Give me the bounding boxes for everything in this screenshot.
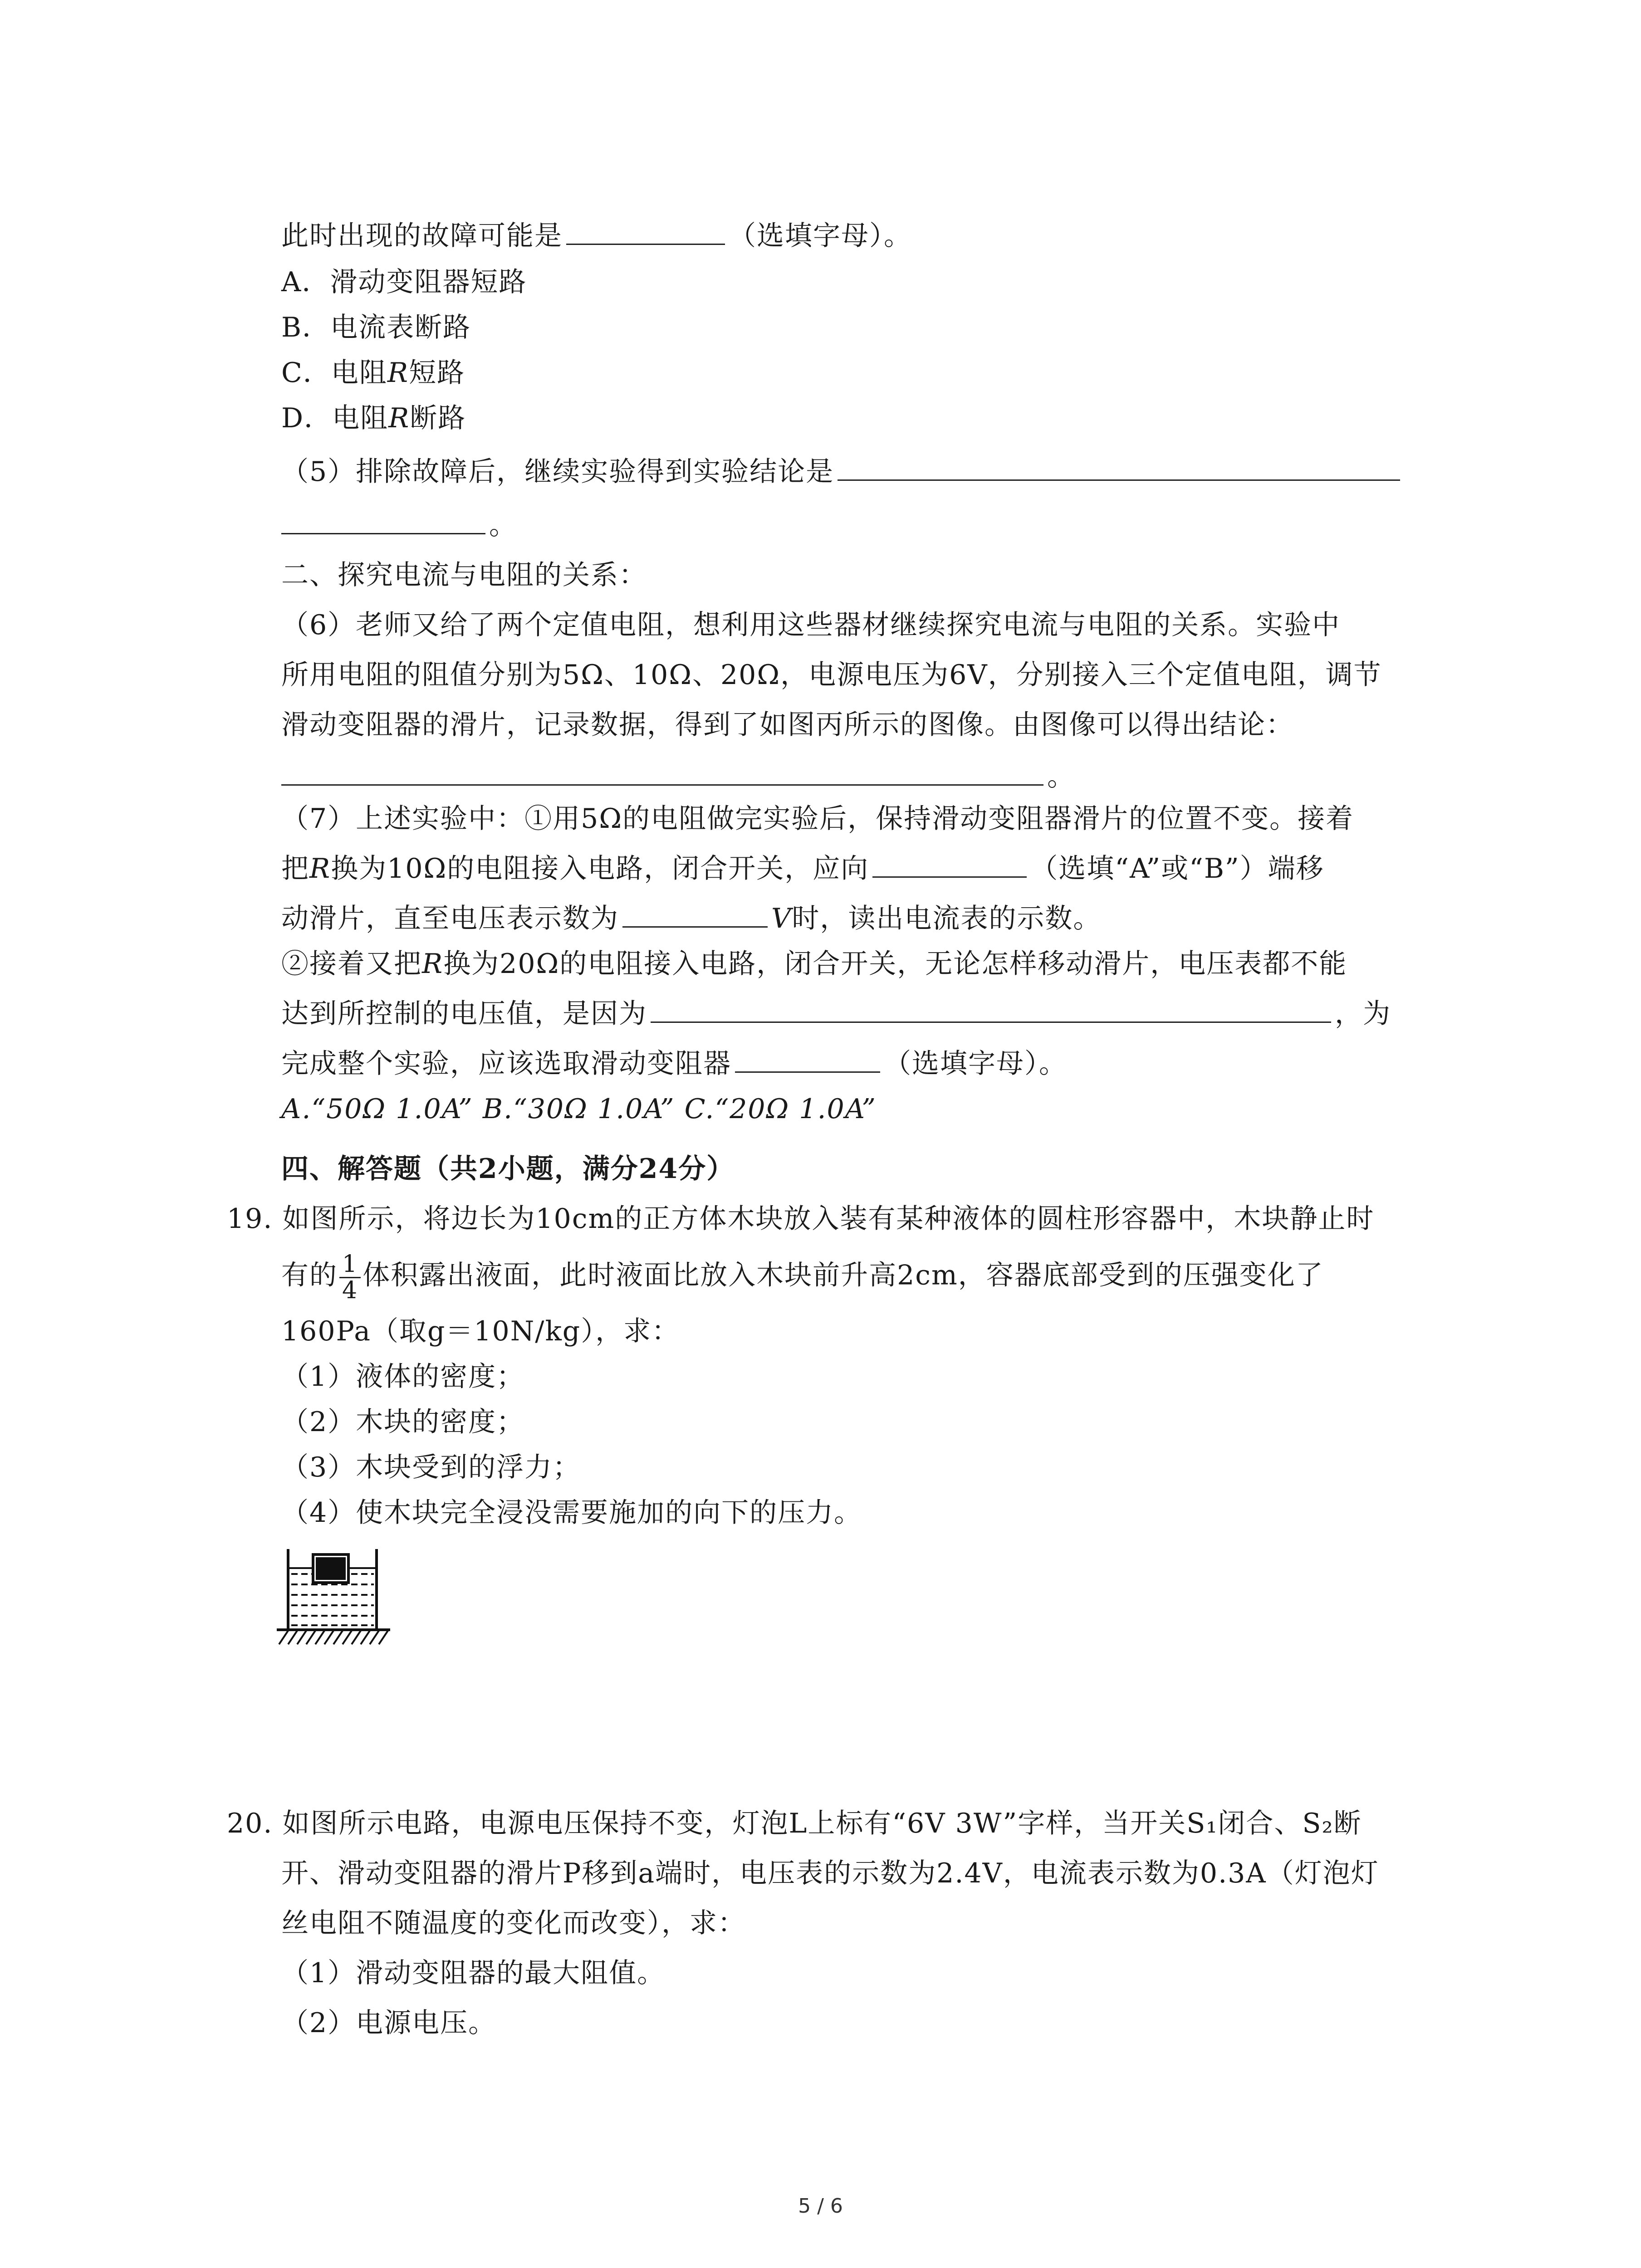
answer-blank [872, 876, 1027, 878]
question-20-line3: 丝电阻不随温度的变化而改变），求： [281, 1907, 746, 1939]
question-7-line6: 完成整个实验，应该选取滑动变阻器 （选填字母）。 [281, 1048, 1067, 1080]
container-block-figure [277, 1540, 390, 1649]
question-20-line2: 开、滑动变阻器的滑片P移到a端时，电压表的示数为2.4V，电流表示数为0.3A（灯泡灯 [281, 1857, 1379, 1889]
question-7-line4: ②接着又把R换为20Ω的电阻接入电路，闭合开关，无论怎样移动滑片，电压表都不能 [281, 948, 1347, 980]
text-line [281, 220, 912, 252]
question-19-line2: 有的 $\frac{1}{4}$ 体积露出液面，此时液面比放入木块前升高2cm，容器底部受到的压强变化了 [281, 1251, 1324, 1304]
question-5-cont: 。 [281, 512, 517, 539]
question-6-blank: 。 [281, 763, 1075, 790]
answer-blank [281, 784, 1043, 786]
question-7-line1: （7）上述实验中：①用5Ω的电阻做完实验后，保持滑动变阻器滑片的位置不变。接着 [281, 803, 1354, 835]
question-19-line3: 160Pa（取g＝10N/kg），求： [281, 1315, 680, 1347]
answer-blank [566, 243, 725, 245]
answer-blank [622, 926, 768, 928]
question-20-sub2: （2）电源电压。 [281, 2007, 497, 2039]
fraction: $\frac{1}{4}$ [339, 1252, 361, 1303]
question-7-line3: 动滑片，直至电压表示数为 V时，读出电流表的示数。 [281, 903, 1102, 934]
page-number: 5 / 6 [798, 2195, 843, 2218]
section-heading-4: 四、解答题（共2小题，满分24分） [281, 1153, 735, 1185]
option-a: A．滑动变阻器短路 [281, 266, 527, 298]
question-19-line1: 19. 如图所示，将边长为10cm的正方体木块放入装有某种液体的圆柱形容器中，木块静止时 [227, 1203, 1375, 1235]
question-19-sub2: （2）木块的密度； [281, 1406, 525, 1438]
option-d: D．电阻R断路 [281, 402, 466, 434]
question-6-line2: 所用电阻的阻值分别为5Ω、10Ω、20Ω，电源电压为6V，分别接入三个定值电阻，调节 [281, 659, 1382, 691]
option-b: B．电流表断路 [281, 312, 471, 343]
option-c: C．电阻R短路 [281, 357, 465, 389]
question-5: （5）排除故障后，继续实验得到实验结论是 [281, 458, 1404, 485]
question-20-line1: 20. 如图所示电路，电源电压保持不变，灯泡L上标有“6V 3W”字样，当开关S₁闭合、S₂断 [227, 1808, 1362, 1839]
question-6-line1: （6）老师又给了两个定值电阻，想利用这些器材继续探究电流与电阻的关系。实验中 [281, 609, 1341, 641]
answer-blank [281, 533, 485, 534]
question-19-sub4: （4）使木块完全浸没需要施加的向下的压力。 [281, 1497, 862, 1529]
question-7-line5: 达到所控制的电压值，是因为 ，为 [281, 998, 1391, 1030]
section-heading-2: 二、探究电流与电阻的关系： [281, 559, 647, 591]
question-7-options: A.“50Ω 1.0A” B.“30Ω 1.0A” C.“20Ω 1.0A” [281, 1093, 877, 1125]
text: 此时出现的故障可能是 [281, 220, 563, 252]
answer-blank [651, 1021, 1331, 1023]
question-20-sub1: （1）滑动变阻器的最大阻值。 [281, 1957, 666, 1989]
text: （选填字母）。 [729, 220, 912, 252]
answer-blank [838, 479, 1400, 481]
question-6-line3: 滑动变阻器的滑片，记录数据，得到了如图丙所示的图像。由图像可以得出结论： [281, 709, 1294, 741]
question-19-sub3: （3）木块受到的浮力； [281, 1452, 581, 1483]
question-19-sub1: （1）液体的密度； [281, 1361, 525, 1393]
question-7-line2: 把R换为10Ω的电阻接入电路，闭合开关，应向 （选填“A”或“B”）端移 [281, 853, 1324, 885]
answer-blank [735, 1071, 880, 1073]
